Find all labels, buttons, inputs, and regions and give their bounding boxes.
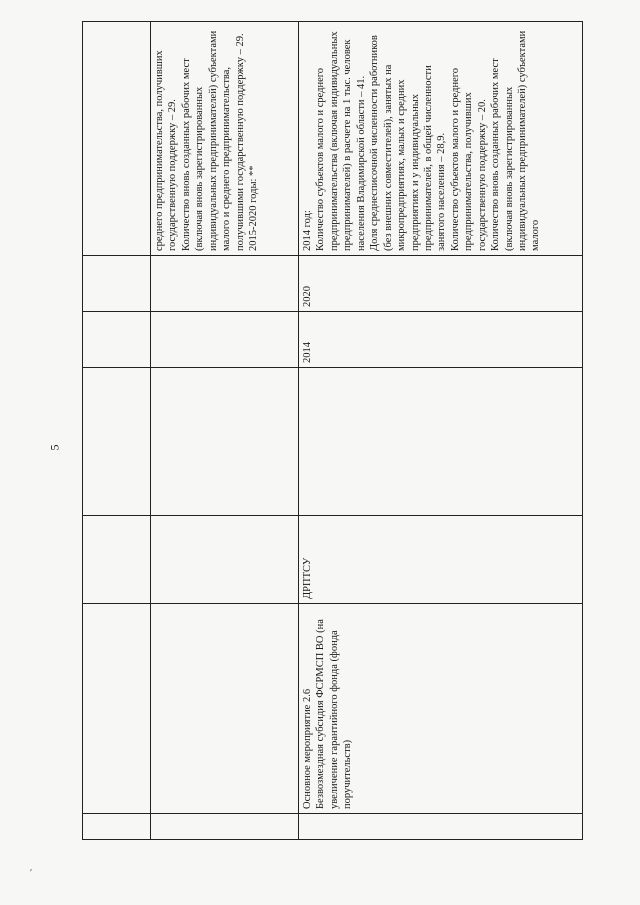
program-measures-table <box>82 21 583 840</box>
cell-row3-col4 <box>299 368 583 516</box>
cell-responsible-executor: ДРПТСУ <box>299 516 583 604</box>
cell-row2-col2 <box>151 604 299 814</box>
cell-row3-col1 <box>299 814 583 840</box>
cell-measure-name: Основное мероприятие 2.6 Безвозмездная субсидия ФСРМСП ВО (на увеличение гарантийного фонда (фонда поручительств) <box>299 604 583 814</box>
cell-row1-col7 <box>83 22 151 256</box>
cell-row1-col4 <box>83 368 151 516</box>
cell-row2-col3 <box>151 516 299 604</box>
rotated-table-container <box>82 22 582 840</box>
table-row-middle <box>151 22 299 840</box>
cell-row2-col1 <box>151 814 299 840</box>
page-number: 5 <box>47 444 62 451</box>
table-row-measure-2-6 <box>299 22 583 840</box>
cell-end-year: 2020 <box>299 256 583 312</box>
cell-start-year: 2014 <box>299 312 583 368</box>
cell-indicators-continued: среднего предпринимательства, получивших государственную поддержку – 29. Количество вновь созданных рабочих мест (включая вновь зарегистрированных индивидуальных предпринимателей) субъектами малого и среднего предпринимательства, получившими государственную поддержку – 29. 2015-2020 годы: ** <box>151 22 299 256</box>
cell-row1-col3 <box>83 516 151 604</box>
table-row-top <box>83 22 151 840</box>
cell-expected-results: 2014 год: Количество субъектов малого и среднего предпринимательства (включая индивидуальных предпринимателей) в расчете на 1 тыс. человек населения Владимирской области – 41. Доля среднесписочной численности работников (без внешних совместителей), занятых на микропредприятиях, малых и средних предприятиях и у индивидуальных предпринимателей, в общей численности занятого населения – 28,9. Количество субъектов малого и среднего предпринимательства, получивших государственную поддержку – 20. Количество вновь созданных рабочих мест (включая вновь зарегистрированных индивидуальных предпринимателей) субъектами малого <box>299 22 583 256</box>
corner-mark: ′ <box>30 868 33 879</box>
cell-row1-col1 <box>83 814 151 840</box>
cell-row1-col6 <box>83 256 151 312</box>
cell-row1-col5 <box>83 312 151 368</box>
cell-row2-col5 <box>151 312 299 368</box>
cell-row2-col4 <box>151 368 299 516</box>
cell-row1-col2 <box>83 604 151 814</box>
cell-row2-col6 <box>151 256 299 312</box>
